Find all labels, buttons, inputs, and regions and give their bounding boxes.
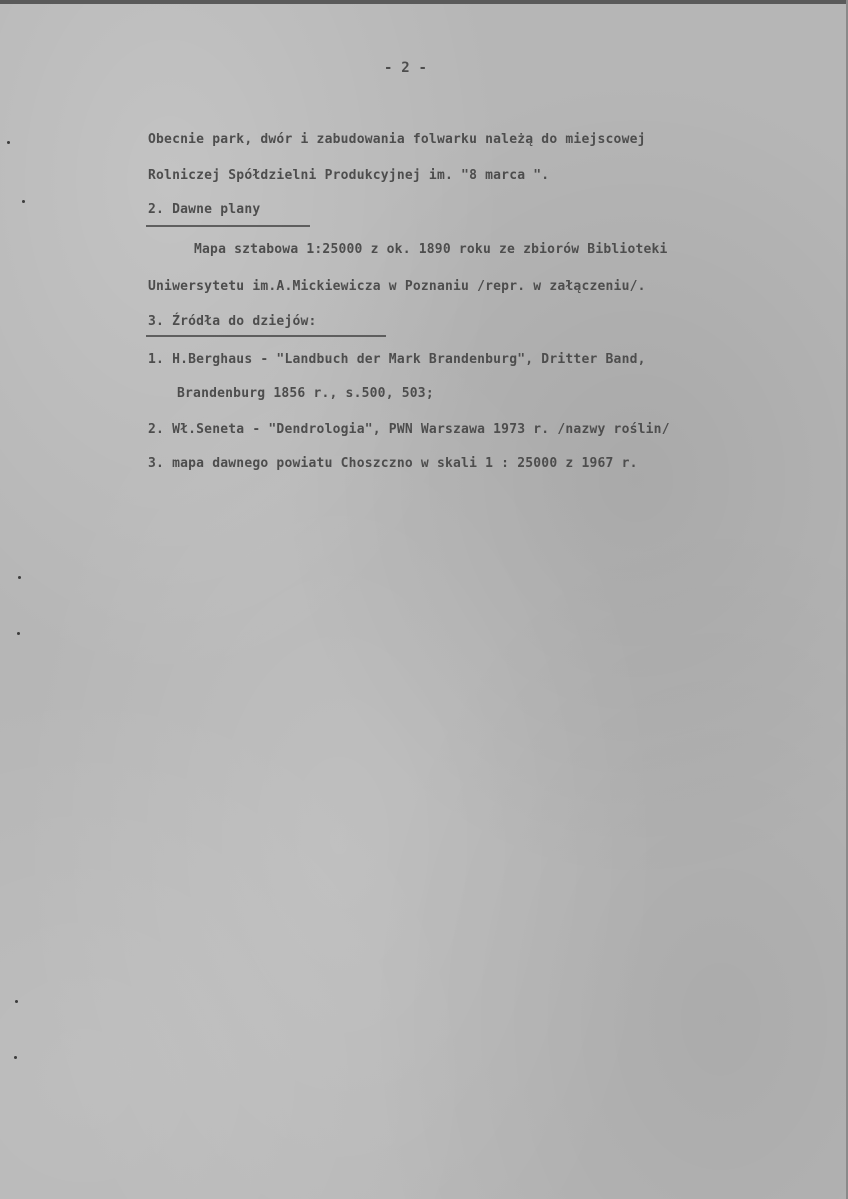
margin-mark <box>15 1000 18 1003</box>
paragraph-line: Obecnie park, dwór i zabudowania folwarku należą do miejscowej <box>148 132 646 147</box>
source-item-continuation: Brandenburg 1856 r., s.500, 503; <box>177 386 434 401</box>
margin-mark <box>14 1056 17 1059</box>
paragraph-line: Uniwersytetu im.A.Mickiewicza w Poznaniu /repr. w załączeniu/. <box>148 279 646 294</box>
section-heading-zrodla: 3. Źródła do dziejów: <box>148 314 317 329</box>
paragraph-line: Rolniczej Spółdzielni Produkcyjnej im. "8 marca ". <box>148 168 550 183</box>
paragraph-line: Mapa sztabowa 1:25000 z ok. 1890 roku ze zbiorów Biblioteki <box>194 242 668 257</box>
heading-underline <box>146 225 310 227</box>
margin-mark <box>22 200 25 203</box>
margin-mark <box>7 141 10 144</box>
source-item: 3. mapa dawnego powiatu Choszczno w skali 1 : 25000 z 1967 r. <box>148 456 638 471</box>
heading-underline <box>146 335 386 337</box>
page-top-edge <box>0 0 848 4</box>
section-heading-dawne-plany: 2. Dawne plany <box>148 202 261 217</box>
source-item: 1. H.Berghaus - "Landbuch der Mark Brandenburg", Dritter Band, <box>148 352 646 367</box>
source-item: 2. Wł.Seneta - "Dendrologia", PWN Warszawa 1973 r. /nazwy roślin/ <box>148 422 670 437</box>
margin-mark <box>18 576 21 579</box>
margin-mark <box>17 632 20 635</box>
page-number: - 2 - <box>384 60 428 76</box>
